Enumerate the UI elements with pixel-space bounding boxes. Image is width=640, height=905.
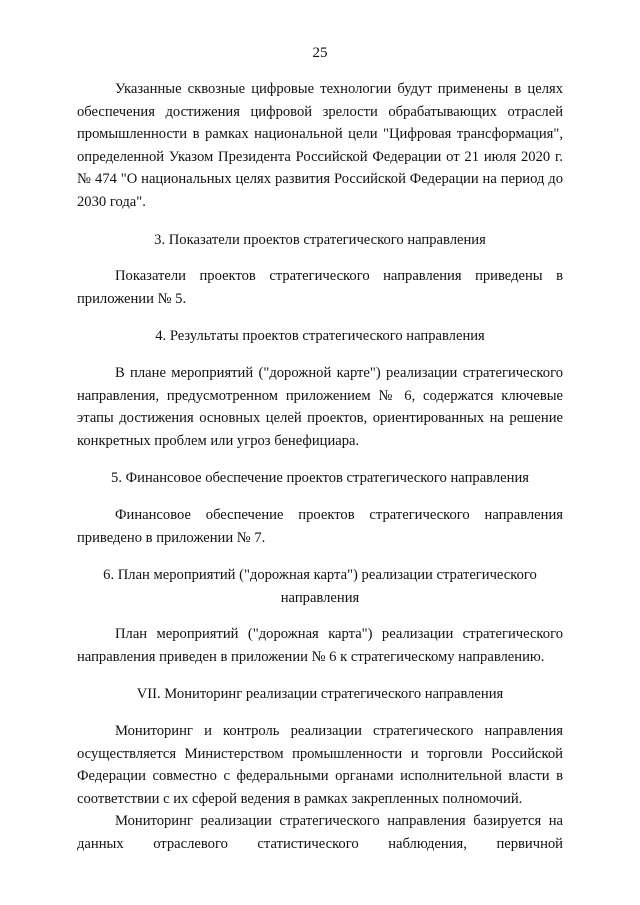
paragraph-financial-appendix: Финансовое обеспечение проектов стратегического направления приведено в приложении № 7. (77, 506, 563, 546)
heading-project-results: 4. Результаты проектов стратегического направления (155, 328, 485, 345)
heading-financial-support: 5. Финансовое обеспечение проектов стратегического направления (111, 470, 529, 487)
heading-roadmap: 6. План мероприятий ("дорожная карта") реализации стратегического направления (103, 567, 537, 606)
page-number: 25 (312, 45, 328, 61)
paragraph-monitoring-basis: Мониторинг реализации стратегического направления базируется на данных отраслевого статистического наблюдения, первичной (77, 813, 563, 853)
heading-project-indicators: 3. Показатели проектов стратегического направления (154, 231, 486, 248)
paragraph-digital-technologies: Указанные сквозные цифровые технологии будут применены в целях обеспечения достижения цифровой зрелости обрабатывающих отраслей промышленности в рамках национальной цели "Цифровая трансформация", определенной Указом Президента Российской Федерации от 21 июля 2020 г. № 474 "О национальных целях развития Российской Федерации на период до 2030 года". (77, 81, 563, 210)
paragraph-roadmap-results: В плане мероприятий ("дорожной карте") реализации стратегического направления, предусмотренном приложением № 6, содержатся ключевые этапы достижения основных целей проектов, ориентированных на решение конкретных проблем или угроз бенефициара. (77, 364, 563, 449)
paragraph-monitoring-control: Мониторинг и контроль реализации стратегического направления осуществляется Министерством промышленности и торговли Российской Федерации совместно с федеральными органами исполнительной власти в соответствии с их сферой ведения в рамках закрепленных полномочий. (77, 723, 563, 807)
document-body (77, 78, 563, 856)
paragraph-indicators-appendix: Показатели проектов стратегического направления приведены в приложении № 5. (77, 268, 563, 307)
paragraph-roadmap-appendix: План мероприятий ("дорожная карта") реализации стратегического направления приведен в приложении № 6 к стратегическому направлению. (77, 626, 563, 665)
heading-monitoring: VII. Мониторинг реализации стратегического направления (136, 686, 504, 703)
